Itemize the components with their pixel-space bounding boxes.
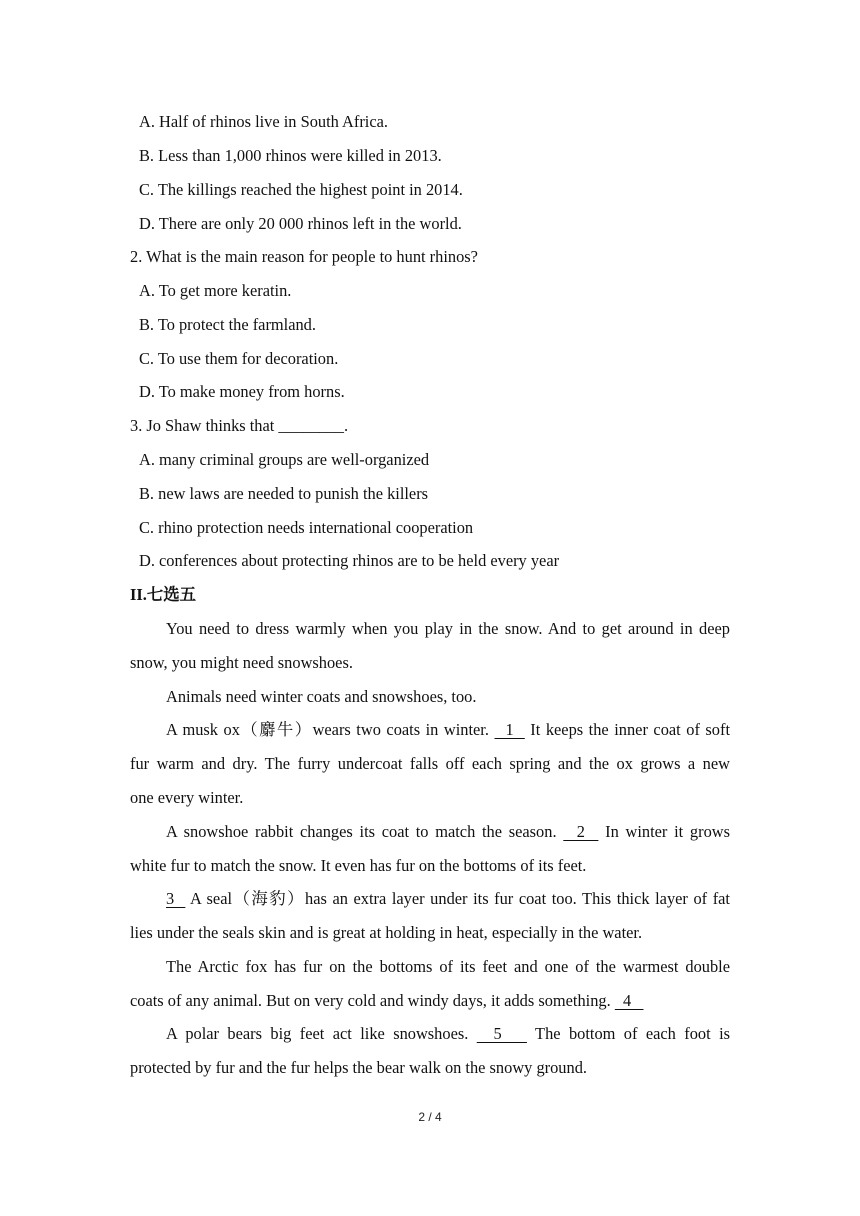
passage-paragraph-7-line-1: A polar bears big feet act like snowshoes. 5 The bottom of each foot is: [166, 1024, 731, 1043]
passage-paragraph-4-line-1: A snowshoe rabbit changes its coat to match the season. 2 In winter it grows: [166, 822, 730, 841]
passage-paragraph-5-line-1: 3 A seal（海豹）has an extra layer under its fur coat too. This thick layer of fat: [166, 889, 730, 908]
passage-paragraph-3-line-1: A musk ox（麝牛）wears two coats in winter. 1 It keeps the inner coat of soft: [166, 720, 731, 739]
q1-option-b: B. Less than 1,000 rhinos were killed in 2013.: [139, 146, 442, 165]
q3-option-c: C. rhino protection needs international cooperation: [139, 518, 474, 537]
passage-paragraph-1-line-1: You need to dress warmly when you play in the snow. And to get around in deep: [166, 619, 730, 638]
q1-option-c: C. The killings reached the highest point in 2014.: [139, 180, 463, 199]
blank-5: 5: [476, 1024, 527, 1043]
passage-paragraph-3-line-2: fur warm and dry. The furry undercoat falls off each spring and the ox grows a new: [130, 754, 730, 773]
q2-option-a: A. To get more keratin.: [139, 281, 292, 300]
passage-paragraph-4-line-2: white fur to match the snow. It even has fur on the bottoms of its feet.: [130, 856, 587, 875]
section-heading: II.七选五: [130, 585, 197, 604]
q1-option-d: D. There are only 20 000 rhinos left in the world.: [139, 214, 462, 233]
q1-option-a: A. Half of rhinos live in South Africa.: [139, 112, 389, 131]
q2-option-d: D. To make money from horns.: [139, 382, 345, 401]
q2-option-b: B. To protect the farmland.: [139, 315, 316, 334]
passage-paragraph-2: Animals need winter coats and snowshoes, too.: [166, 687, 477, 706]
q2-option-c: C. To use them for decoration.: [139, 349, 339, 368]
passage-paragraph-1-line-2: snow, you might need snowshoes.: [130, 653, 353, 672]
passage-paragraph-7-line-2: protected by fur and the fur helps the bear walk on the snowy ground.: [130, 1058, 587, 1077]
blank-2: 2: [563, 822, 599, 841]
q3-option-b: B. new laws are needed to punish the killers: [139, 484, 429, 503]
q3-option-d: D. conferences about protecting rhinos are to be held every year: [139, 551, 560, 570]
passage-paragraph-6-line-2: coats of any animal. But on very cold and windy days, it adds something. 4: [130, 991, 644, 1010]
q3-option-a: A. many criminal groups are well-organized: [139, 450, 430, 469]
question-3-stem: 3. Jo Shaw thinks that ________.: [130, 416, 349, 435]
passage-paragraph-6-line-1: The Arctic fox has fur on the bottoms of its feet and one of the warmest double: [166, 957, 730, 976]
page-number: 2 / 4: [418, 1110, 442, 1124]
blank-4: 4: [614, 991, 644, 1010]
question-2-stem: 2. What is the main reason for people to hunt rhinos?: [130, 247, 478, 266]
blank-3: 3: [166, 889, 186, 908]
blank-1: 1: [494, 720, 525, 739]
passage-paragraph-5-line-2: lies under the seals skin and is great at holding in heat, especially in the water.: [130, 923, 643, 942]
passage-paragraph-3-line-3: one every winter.: [130, 788, 244, 807]
